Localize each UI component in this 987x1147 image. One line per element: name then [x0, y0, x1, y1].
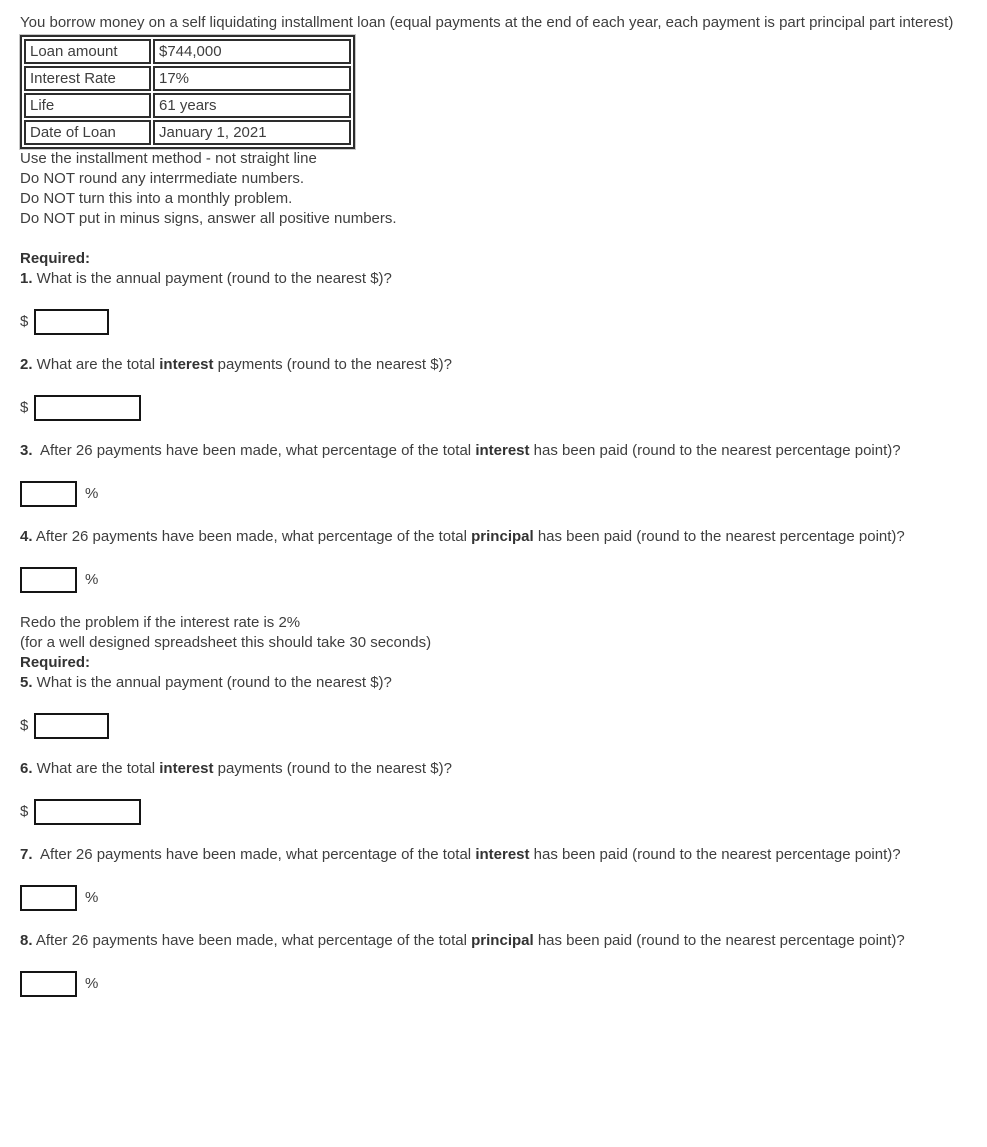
q3-answer-input[interactable]	[20, 481, 77, 507]
interest-rate-value: 17%	[153, 66, 351, 91]
q5-answer-input[interactable]	[34, 713, 109, 739]
q1-dollar-sign: $	[20, 313, 29, 330]
question-8-text: 8. After 26 payments have been made, what percentage of the total principal has been paid (round to the nearest percentage point)?	[20, 932, 905, 949]
date-of-loan-value: January 1, 2021	[153, 120, 351, 145]
answer-row-q5	[20, 713, 967, 739]
question-2-text: 2. What are the total interest payments (round to the nearest $)?	[20, 356, 452, 373]
redo-intro-line-1: Redo the problem if the interest rate is 2%	[20, 614, 301, 631]
redo-section	[20, 613, 967, 693]
question-8-number: 8.	[20, 932, 33, 949]
life-label: Life	[24, 93, 151, 118]
question-3-text: 3. After 26 payments have been made, what percentage of the total interest has been paid (round to the nearest percentage point)?	[20, 442, 901, 459]
q8-answer-input[interactable]	[20, 971, 77, 997]
table-row	[24, 39, 351, 64]
loan-amount-label: Loan amount	[24, 39, 151, 64]
q7-percent-sign: %	[85, 889, 99, 906]
instruction-line-1: Use the installment method - not straight line	[20, 150, 317, 167]
question-4-number: 4.	[20, 528, 33, 545]
question-5-text: 5. What is the annual payment (round to the nearest $)?	[20, 674, 392, 691]
q3-percent-sign: %	[85, 485, 99, 502]
table-row	[24, 120, 351, 145]
table-row	[24, 66, 351, 91]
answer-row-q1	[20, 309, 967, 335]
redo-intro-line-2: (for a well designed spreadsheet this should take 30 seconds)	[20, 634, 432, 651]
instruction-line-3: Do NOT turn this into a monthly problem.	[20, 190, 293, 207]
life-value: 61 years	[153, 93, 351, 118]
answer-row-q6	[20, 799, 967, 825]
q2-answer-input[interactable]	[34, 395, 141, 421]
question-5-number: 5.	[20, 674, 33, 691]
interest-rate-label: Interest Rate	[24, 66, 151, 91]
question-7-number: 7.	[20, 846, 33, 863]
q6-dollar-sign: $	[20, 803, 29, 820]
required-section-1	[20, 249, 967, 289]
question-6-text: 6. What are the total interest payments (round to the nearest $)?	[20, 760, 452, 777]
q2-dollar-sign: $	[20, 399, 29, 416]
q1-answer-input[interactable]	[34, 309, 109, 335]
question-1-text: 1. What is the annual payment (round to the nearest $)?	[20, 270, 392, 287]
q4-answer-input[interactable]	[20, 567, 77, 593]
answer-row-q7	[20, 885, 967, 911]
date-of-loan-label: Date of Loan	[24, 120, 151, 145]
table-row	[24, 93, 351, 118]
question-7-text: 7. After 26 payments have been made, what percentage of the total interest has been paid (round to the nearest percentage point)?	[20, 846, 901, 863]
question-3-number: 3.	[20, 442, 33, 459]
q8-percent-sign: %	[85, 975, 99, 992]
instruction-line-2: Do NOT round any interrmediate numbers.	[20, 170, 305, 187]
answer-row-q3	[20, 481, 967, 507]
answer-row-q2	[20, 395, 967, 421]
required-heading-2: Required:	[20, 654, 91, 671]
answer-row-q4	[20, 567, 967, 593]
q4-percent-sign: %	[85, 571, 99, 588]
instruction-line-4: Do NOT put in minus signs, answer all positive numbers.	[20, 210, 397, 227]
q7-answer-input[interactable]	[20, 885, 77, 911]
answer-row-q8	[20, 971, 967, 997]
question-2-number: 2.	[20, 356, 33, 373]
question-4-text: 4. After 26 payments have been made, what percentage of the total principal has been paid (round to the nearest percentage point)?	[20, 528, 905, 545]
problem-intro: You borrow money on a self liquidating installment loan (equal payments at the end of each year, each payment is part principal part interest)	[20, 14, 954, 31]
loan-terms-table	[20, 35, 355, 149]
required-heading-1: Required:	[20, 250, 91, 267]
q5-dollar-sign: $	[20, 717, 29, 734]
loan-amount-value: $744,000	[153, 39, 351, 64]
question-1-number: 1.	[20, 270, 33, 287]
q6-answer-input[interactable]	[34, 799, 141, 825]
question-6-number: 6.	[20, 760, 33, 777]
